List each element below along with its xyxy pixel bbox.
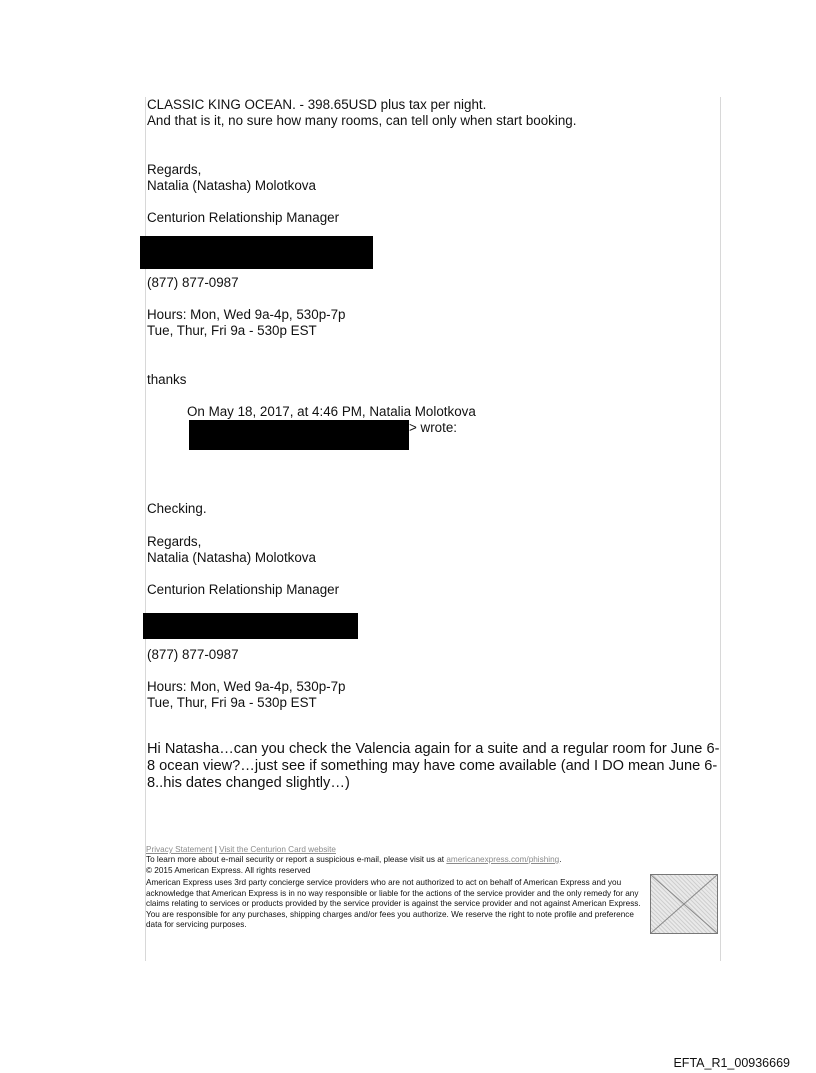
quote-wrote: > wrote:: [409, 420, 458, 435]
redaction-block: [140, 236, 373, 269]
signature-title: Centurion Relationship Manager: [147, 582, 340, 597]
signature-name: Natalia (Natasha) Molotkova: [147, 178, 316, 193]
signature-hours-1: Hours: Mon, Wed 9a-4p, 530p-7p: [147, 307, 346, 322]
redaction-block: [143, 613, 358, 639]
security-text: To learn more about e-mail security or report a suspicious e-mail, please visit us at: [146, 855, 445, 864]
signature-phone: (877) 877-0987: [147, 275, 239, 290]
security-end: .: [559, 855, 562, 864]
document-id: EFTA_R1_00936669: [673, 1056, 790, 1070]
signature-phone: (877) 877-0987: [147, 647, 239, 662]
signature-regards: Regards,: [147, 534, 202, 549]
rate-line: CLASSIC KING OCEAN. - 398.65USD plus tax per night.: [147, 97, 487, 112]
signature-hours-2: Tue, Thur, Fri 9a - 530p EST: [147, 323, 317, 338]
phishing-link[interactable]: americanexpress.com/phishing: [446, 855, 560, 864]
signature-hours-1: Hours: Mon, Wed 9a-4p, 530p-7p: [147, 679, 346, 694]
security-notice: [146, 855, 561, 865]
thanks-text: thanks: [147, 372, 187, 387]
image-placeholder-icon: [651, 875, 717, 933]
privacy-statement-link[interactable]: Privacy Statement: [146, 845, 213, 854]
redaction-block: [189, 420, 409, 450]
copyright: © 2015 American Express. All rights reserved: [146, 866, 311, 875]
request-message: Hi Natasha…can you check the Valencia again for a suite and a regular room for June 6-8 ocean view?…just see if something may have come available (and I DO mean June 6-8..his dates changed slightly…): [147, 741, 720, 791]
footer-separator: |: [214, 845, 217, 854]
signature-hours-2: Tue, Thur, Fri 9a - 530p EST: [147, 695, 317, 710]
quote-header: On May 18, 2017, at 4:46 PM, Natalia Molotkova: [187, 404, 476, 419]
signature-title: Centurion Relationship Manager: [147, 210, 340, 225]
broken-image-placeholder: [650, 874, 718, 934]
disclaimer-text: American Express uses 3rd party concierge service providers who are not authorized to act on behalf of American Express and you acknowledge that American Express is in no way responsible or liable for the actions of the service provider and the only remedy for any claims relating to services or products provided by the service provider is against the service provider and not against American Express. You are responsible for any purchases, shipping charges and/or fees you authorize. We reserve the right to note profile and preference data for servicing purposes.: [146, 878, 641, 930]
rooms-line: And that is it, no sure how many rooms, can tell only when start booking.: [147, 113, 577, 128]
email-body-frame: [145, 97, 721, 961]
signature-name: Natalia (Natasha) Molotkova: [147, 550, 316, 565]
centurion-website-link[interactable]: Visit the Centurion Card website: [219, 845, 336, 854]
footer-links: [146, 845, 336, 855]
signature-regards: Regards,: [147, 162, 202, 177]
checking-text: Checking.: [147, 501, 207, 516]
